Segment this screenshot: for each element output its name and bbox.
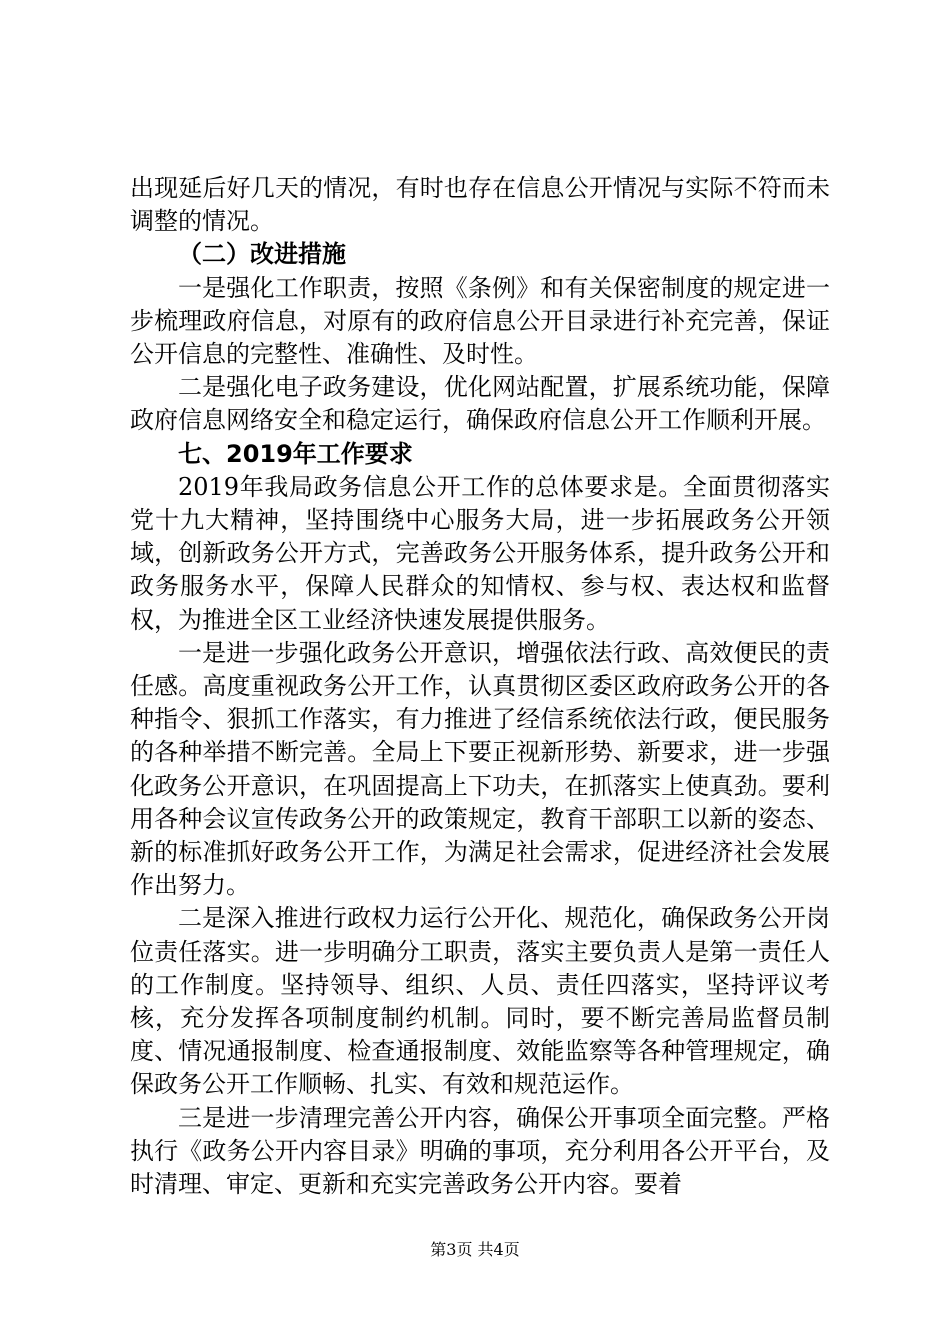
paragraph-requirement-three: 三是进一步清理完善公开内容，确保公开事项全面完整。严格执行《政务公开内容目录》明确的事项，充分利用各公开平台，及时清理、审定、更新和充实完善政务公开内容。要着 — [130, 1103, 830, 1199]
paragraph-overall-requirement: 2019年我局政务信息公开工作的总体要求是。全面贯彻落实党十九大精神，坚持围绕中心服务大局，进一步拓展政务公开领域，创新政务公开方式，完善政务公开服务体系，提升政务公开和政务服务水平，保障人民群众的知情权、参与权、表达权和监督权，为推进全区工业经济快速发展提供服务。 — [130, 472, 830, 634]
paragraph-requirement-two: 二是深入推进行政权力运行公开化、规范化，确保政务公开岗位责任落实。进一步明确分工职责，落实主要负责人是第一责任人的工作制度。坚持领导、组织、人员、责任四落实，坚持评议考核，充分发挥各项制度制约机制。同时，要不断完善局监督员制度、情况通报制度、检查通报制度、效能监察等各种管理规定，确保政务公开工作顺畅、扎实、有效和规范运作。 — [130, 904, 830, 1099]
paragraph-measure-one: 一是强化工作职责，按照《条例》和有关保密制度的规定进一步梳理政府信息，对原有的政府信息公开目录进行补充完善，保证公开信息的完整性、准确性、及时性。 — [130, 273, 830, 369]
paragraph-requirement-one: 一是进一步强化政务公开意识，增强依法行政、高效便民的责任感。高度重视政务公开工作，认真贯彻区委区政府政务公开的各种指令、狠抓工作落实，有力推进了经信系统依法行政，便民服务的各种举措不断完善。全局上下要正视新形势、新要求，进一步强化政务公开意识，在巩固提高上下功夫，在抓落实上使真劲。要利用各种会议宣传政务公开的政策规定，教育干部职工以新的姿态、新的标准抓好政务公开工作，为满足社会需求，促进经济社会发展作出努力。 — [130, 638, 830, 900]
page-number-footer: 第3页 共4页 — [430, 1240, 520, 1259]
paragraph-measure-two: 二是强化电子政务建设，优化网站配置，扩展系统功能，保障政府信息网络安全和稳定运行，确保政府信息公开工作顺利开展。 — [130, 373, 830, 435]
paragraph-continuation: 出现延后好几天的情况，有时也存在信息公开情况与实际不符而未调整的情况。 — [130, 174, 830, 236]
document-body — [130, 172, 830, 1201]
section-heading-improvement-measures: （二）改进措施 — [178, 240, 346, 269]
section-heading-work-requirements: 七、2019年工作要求 — [178, 439, 413, 468]
